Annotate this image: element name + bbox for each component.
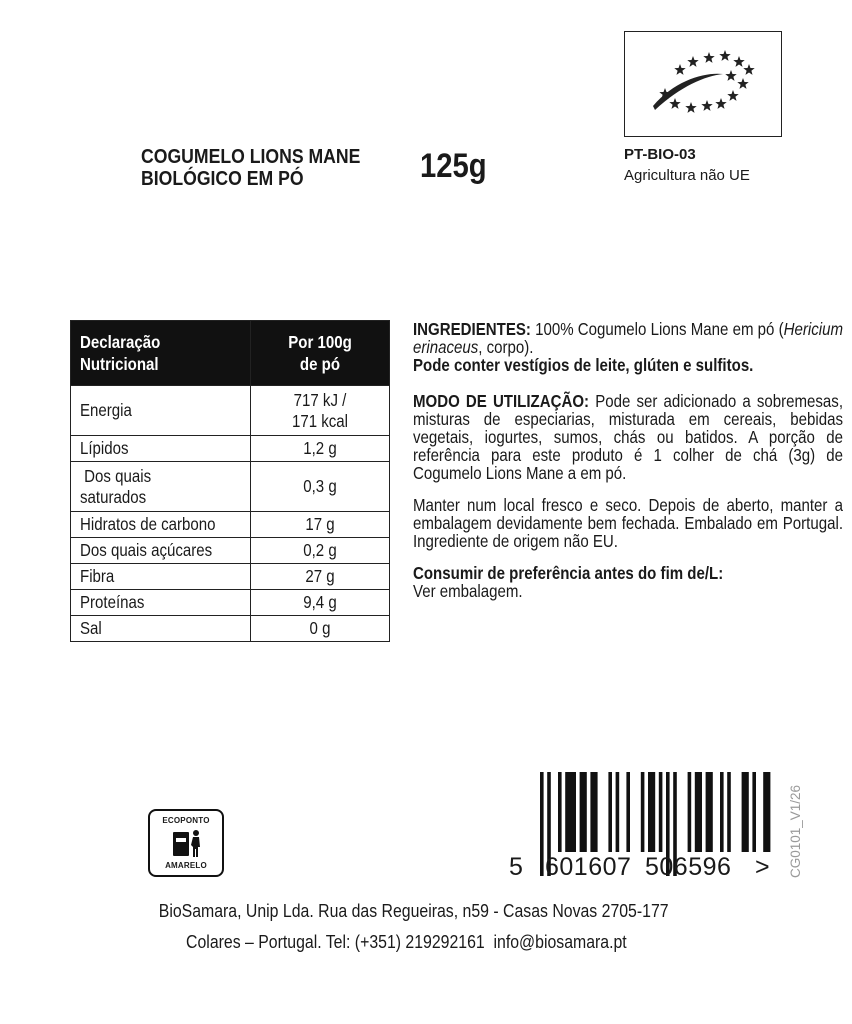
nutrient-label: Dos quais açúcares: [71, 538, 251, 564]
ecoponto-top-label: ECOPONTO: [162, 816, 210, 825]
barcode-left-digits: 601607: [545, 853, 632, 881]
barcode-first-digit: 5: [509, 853, 523, 881]
nutrition-header-label: Declaração Nutricional: [71, 321, 251, 386]
product-weight-value: 125g: [420, 147, 487, 185]
nutrition-row-fat: [71, 436, 390, 462]
nutrient-value: 1,2 g: [251, 436, 390, 462]
best-before-text: Ver embalagem.: [413, 581, 523, 601]
ecoponto-bottom-label: AMARELO: [165, 861, 207, 870]
ingredients-paragraph: [413, 320, 843, 356]
best-before-paragraph: [413, 564, 843, 600]
nutrient-value: 0,3 g: [251, 462, 390, 512]
nutrition-header-row: [71, 321, 390, 386]
allergens-text: Pode conter vestígios de leite, glúten e sulfitos.: [413, 355, 754, 375]
ingredients-label: INGREDIENTES:: [413, 319, 531, 339]
storage-paragraph: Manter num local fresco e seco. Depois de aberto, manter a embalagem devidamente bem fechada. Embalado em Portugal. Ingrediente de origem não EU.: [413, 495, 843, 551]
best-before-label: Consumir de preferência antes do fim de/L:: [413, 563, 724, 583]
barcode-right-digits: 506596: [645, 853, 732, 881]
nutrition-table: [70, 320, 390, 642]
nutrient-value: 17 g: [251, 512, 390, 538]
product-title-line1: COGUMELO LIONS MANE: [141, 145, 361, 168]
nutrition-row-salt: [71, 616, 390, 642]
nutrient-label: Fibra: [71, 564, 251, 590]
nutrition-row-fibre: [71, 564, 390, 590]
certification-code: PT-BIO-03: [624, 146, 696, 163]
nutrition-row-sugars: [71, 538, 390, 564]
nutrient-label: Sal: [71, 616, 251, 642]
ingredients-text: 100% Cogumelo Lions Mane em pó (: [530, 319, 784, 339]
nutrient-label: Lípidos: [71, 436, 251, 462]
nutrient-label: Dos quais saturados: [71, 462, 251, 512]
nutrition-row-carbs: [71, 512, 390, 538]
nutrient-label: Hidratos de carbono: [71, 512, 251, 538]
product-title: [141, 146, 396, 190]
nutrient-value: 717 kJ / 171 kcal: [251, 386, 390, 436]
nutrient-value: 0 g: [251, 616, 390, 642]
eu-organic-logo-icon: [624, 31, 782, 137]
ingredients-latin-name: Hericium erinaceus: [413, 319, 843, 357]
certification-origin: Agricultura não UE: [624, 167, 750, 184]
product-weight: [420, 146, 498, 186]
footer-address-line1: BioSamara, Unip Lda. Rua das Regueiras, n59 - Casas Novas 2705-177: [159, 901, 669, 921]
nutrition-row-saturated: [71, 462, 390, 512]
product-info: [413, 320, 843, 614]
nutrition-row-energy: [71, 386, 390, 436]
nutrient-label: Energia: [71, 386, 251, 436]
ecoponto-amarelo-badge: [148, 809, 224, 877]
barcode-end-mark: >: [755, 853, 770, 881]
barcode-number: [509, 853, 779, 881]
usage-paragraph: [413, 392, 843, 482]
version-code: CG0101_V1/26: [788, 784, 803, 878]
nutrient-value: 0,2 g: [251, 538, 390, 564]
usage-text: Pode ser adicionado a sobremesas, misturas de especiarias, misturada em cereais, bebidas vegetais, iogurtes, sumos, chás ou batidos. A porção de referência para este produto é 1 colher de chá (3g) de Cogumelo Lions Mane a em pó.: [413, 391, 844, 483]
nutrition-header-per100: Por 100g de pó: [251, 321, 390, 386]
nutrient-value: 27 g: [251, 564, 390, 590]
product-title-line2: BIOLÓGICO EM PÓ: [141, 167, 304, 190]
recycling-bin-person-icon: [172, 828, 204, 860]
ingredients-text-end: , corpo).: [478, 337, 534, 357]
usage-label: MODO DE UTILIZAÇÃO:: [413, 391, 590, 411]
footer-address-line2: Colares – Portugal. Tel: (+351) 219292161 info@biosamara.pt: [185, 932, 627, 952]
nutrient-label: Proteínas: [71, 590, 251, 616]
nutrition-row-protein: [71, 590, 390, 616]
nutrient-value: 9,4 g: [251, 590, 390, 616]
allergens-paragraph: [413, 356, 843, 374]
